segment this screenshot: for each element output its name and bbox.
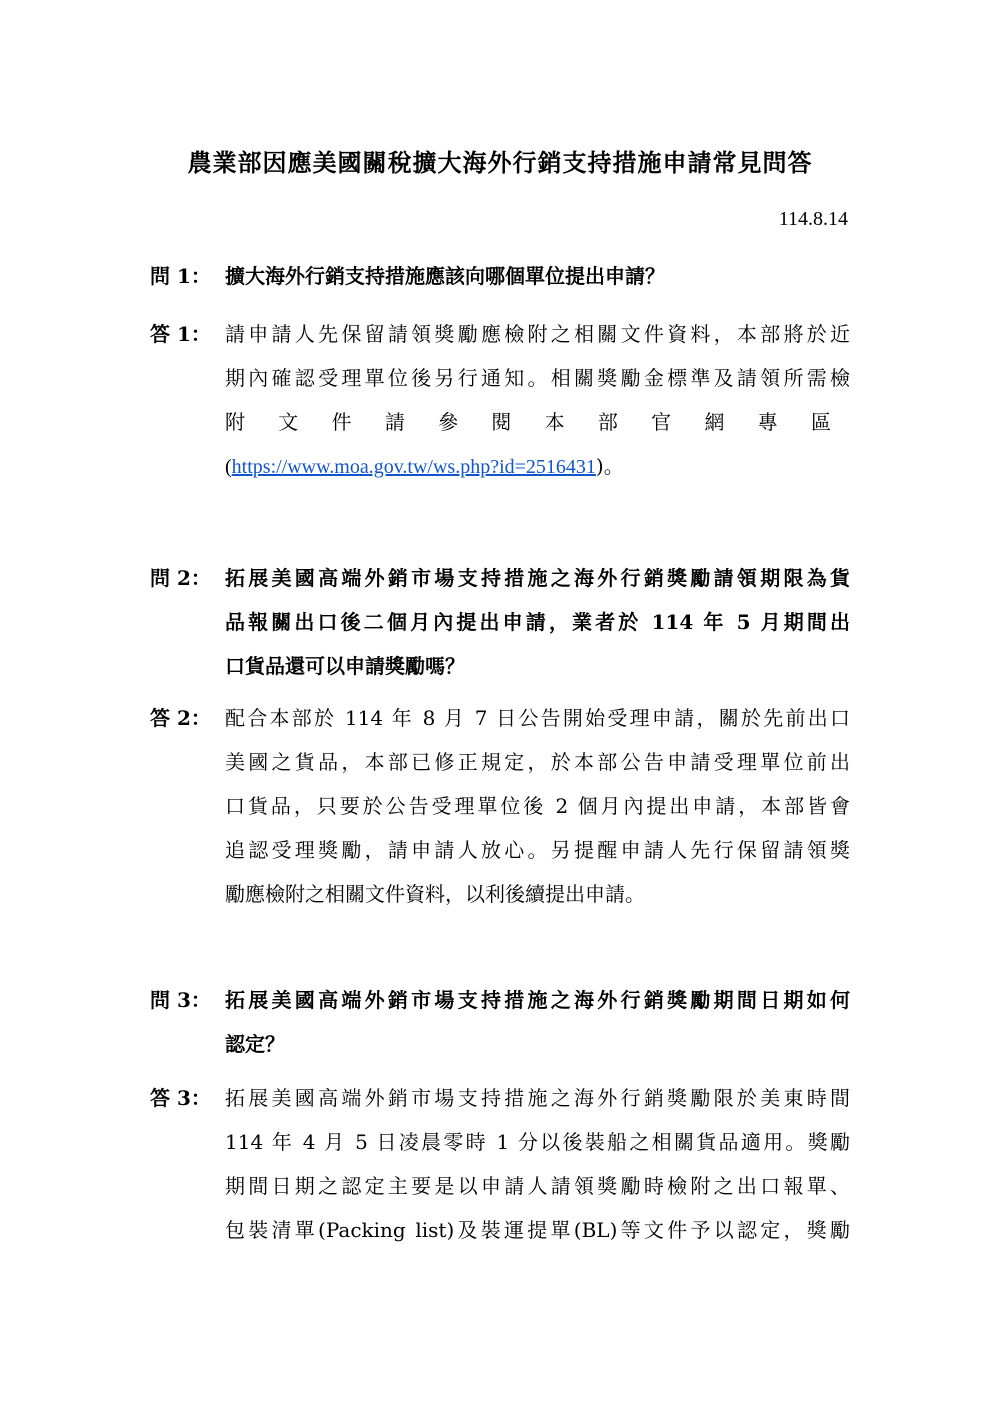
moa-website-link[interactable]: https://www.moa.gov.tw/ws.php?id=2516431 xyxy=(231,456,596,478)
answer-3-line: 期間日期之認定主要是以申請人請領獎勵時檢附之出口報單、 xyxy=(225,1174,850,1198)
link-open-paren: ( xyxy=(225,456,232,478)
answer-3-line: 拓展美國高端外銷市場支持措施之海外行銷獎勵限於美東時間 xyxy=(225,1086,850,1110)
answer-2-label: 答 2： xyxy=(150,706,211,730)
link-close-paren: )。 xyxy=(595,454,624,478)
answer-3-line: 114 年 4 月 5 日凌晨零時 1 分以後裝船之相關貨品適用。獎勵 xyxy=(225,1130,850,1154)
question-2-line: 拓展美國高端外銷市場支持措施之海外行銷獎勵請領期限為貨 xyxy=(225,566,850,590)
answer-1-link-line xyxy=(225,444,850,488)
answer-1-line: 期內確認受理單位後另行通知。相關獎勵金標準及請領所需檢 xyxy=(225,366,850,390)
answer-3-label: 答 3： xyxy=(150,1086,211,1110)
question-3-label: 問 3： xyxy=(150,988,211,1012)
answer-2-line: 美國之貨品，本部已修正規定，於本部公告申請受理單位前出 xyxy=(225,750,850,774)
question-1-line: 擴大海外行銷支持措施應該向哪個單位提出申請？ xyxy=(225,264,665,288)
question-2-line: 品報關出口後二個月內提出申請，業者於 114 年 5 月期間出 xyxy=(225,610,850,634)
document-title: 農業部因應美國關稅擴大海外行銷支持措施申請常見問答 xyxy=(187,148,813,177)
answer-2-line: 追認受理獎勵，請申請人放心。另提醒申請人先行保留請領獎 xyxy=(225,838,850,862)
answer-1-line: 附文件請參閱本部官網專區 xyxy=(225,410,850,434)
question-3-line: 認定？ xyxy=(225,1032,285,1056)
answer-1-label: 答 1： xyxy=(150,322,211,346)
answer-2-line: 勵應檢附之相關文件資料，以利後續提出申請。 xyxy=(225,882,645,906)
answer-2-line: 配合本部於 114 年 8 月 7 日公告開始受理申請，關於先前出口 xyxy=(225,706,850,730)
answer-2-line: 口貨品，只要於公告受理單位後 2 個月內提出申請，本部皆會 xyxy=(225,794,850,818)
question-2-line: 口貨品還可以申請獎勵嗎？ xyxy=(225,654,465,678)
question-3-line: 拓展美國高端外銷市場支持措施之海外行銷獎勵期間日期如何 xyxy=(225,988,850,1012)
question-2-label: 問 2： xyxy=(150,566,211,590)
answer-1-line: 請申請人先保留請領獎勵應檢附之相關文件資料，本部將於近 xyxy=(225,322,850,346)
answer-3-line: 包裝清單(Packing list)及裝運提單(BL)等文件予以認定，獎勵 xyxy=(225,1218,850,1242)
question-1-label: 問 1： xyxy=(150,264,211,288)
document-date: 114.8.14 xyxy=(778,208,848,230)
